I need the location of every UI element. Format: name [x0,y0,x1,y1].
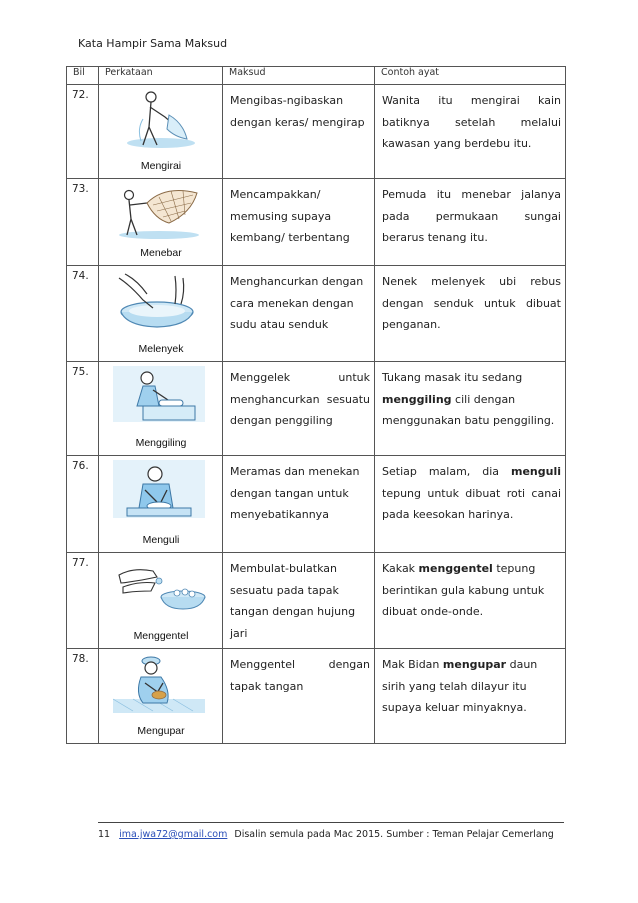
meaning-cell: Menghancurkan dengan cara menekan dengan sudu atau senduk [223,266,375,362]
word-label: Menebar [140,247,182,259]
row-number: 75. [67,362,99,456]
woman-shaking-cloth-icon [113,89,205,151]
word-illustration [99,456,223,553]
header-contoh-ayat: Contoh ayat [375,67,566,85]
word-label: Menggentel [133,630,189,642]
example-cell: Nenek melenyek ubi rebus dengan senduk untuk dibuat penganan. [375,266,566,362]
grinding-stone-icon [113,366,205,430]
example-text: tepung berintikan gula kabung untuk dibuat onde-onde. [382,562,545,618]
word-label: Menggiling [135,437,187,449]
header-bil: Bil [67,67,99,85]
rolling-balls-icon [113,557,209,619]
page-title: Kata Hampir Sama Maksud [78,37,228,50]
header-maksud: Maksud [223,67,375,85]
row-number: 72. [67,85,99,179]
row-number: 74. [67,266,99,362]
table-row [67,553,566,649]
highlighted-word: menggiling [382,392,452,406]
table-header-row [67,67,566,85]
meaning-cell: Menggelek untuk menghancurkan sesuatu dengan penggiling [223,362,375,456]
word-label: Menguli [142,534,180,546]
midwife-rubbing-leaves-icon [113,653,205,717]
row-number: 77. [67,553,99,649]
word-label: Mengirai [140,160,182,172]
example-text: Mak Bidan [382,658,443,671]
man-casting-net-icon [113,183,205,241]
word-table [66,66,566,744]
example-cell: Wanita itu mengirai kain batiknya setelah melalui kawasan yang berdebu itu. [375,85,566,179]
kneading-dough-icon [113,460,205,524]
table-row [67,85,566,179]
table-row [67,362,566,456]
highlighted-word: menguli [511,465,561,478]
meaning-cell: Mengibas-ngibaskan dengan keras/ mengirap [223,85,375,179]
word-illustration [99,266,223,362]
example-text: daun sirih yang telah dilayur itu supaya keluar minyaknya. [382,658,538,714]
highlighted-word: menggentel [418,562,493,575]
meaning-cell: Membulat-bulatkan sesuatu pada tapak tangan dengan hujung jari [223,553,375,649]
header-perkataan: Perkataan [99,67,223,85]
table-row [67,179,566,266]
row-number: 73. [67,179,99,266]
table-row [67,266,566,362]
example-cell [375,456,566,553]
meaning-cell: Meramas dan menekan dengan tangan untuk menyebatikannya [223,456,375,553]
table-row [67,456,566,553]
page-number: 11 [98,829,111,840]
example-cell [375,553,566,649]
example-cell [375,649,566,744]
word-label: Mengupar [137,725,185,737]
example-text: tepung untuk dibuat roti canai pada keesokan harinya. [382,486,561,521]
word-illustration [99,85,223,179]
example-text: Tukang masak itu sedang [382,371,523,384]
word-label: Melenyek [138,343,184,355]
word-illustration [99,362,223,456]
word-illustration [99,649,223,744]
mashing-bowl-icon [113,270,205,332]
word-illustration [99,553,223,649]
example-cell [375,362,566,456]
example-text: Kakak [382,562,419,575]
meaning-cell: Mencampakkan/ memusing supaya kembang/ terbentang [223,179,375,266]
row-number: 76. [67,456,99,553]
table-row [67,649,566,744]
example-text: Setiap malam, dia [382,465,511,478]
row-number: 78. [67,649,99,744]
highlighted-word: mengupar [442,658,507,671]
footer-divider [98,822,564,823]
page-footer [98,829,554,840]
word-illustration [99,179,223,266]
email-link[interactable]: ima.jwa72@gmail.com [119,829,228,840]
footer-note: Disalin semula pada Mac 2015. Sumber : Teman Pelajar Cemerlang [234,829,554,840]
example-text: cili dengan menggunakan batu penggiling. [382,392,555,427]
example-cell: Pemuda itu menebar jalanya pada permukaan sungai berarus tenang itu. [375,179,566,266]
meaning-cell: Menggentel dengan tapak tangan [223,649,375,744]
